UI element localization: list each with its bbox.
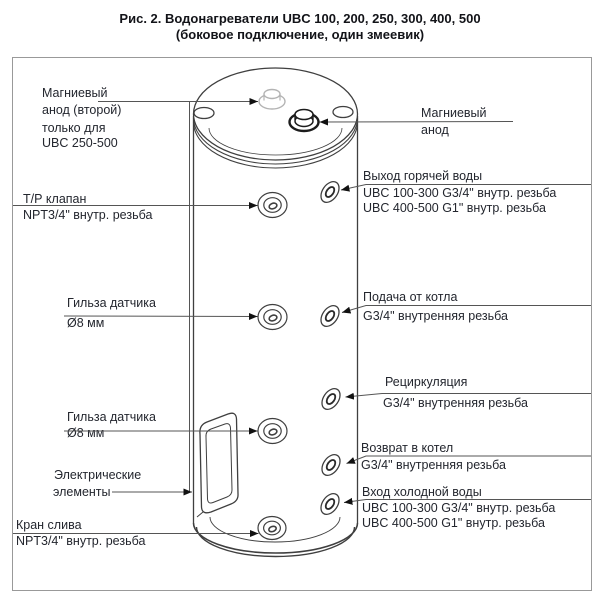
tank-body <box>194 68 358 557</box>
fitting-sensor-well-1 <box>258 305 287 330</box>
label-anode-second-line3: только для <box>42 121 106 135</box>
label-hot-water-outlet-line3: UBC 400-500 G1" внутр. резьба <box>363 201 546 215</box>
label-tp-valve-line1: Т/Р клапан <box>23 192 87 206</box>
label-anode-second-line2: анод (второй) <box>42 103 122 117</box>
fitting-tp-valve <box>258 193 287 218</box>
label-anode-second-line1: Магниевый <box>42 86 108 100</box>
label-anode-main-line1: Магниевый <box>421 106 487 120</box>
fitting-boiler-return <box>318 451 343 478</box>
top-boss-right <box>333 107 353 118</box>
label-sensor-well-1-line2: Ø8 мм <box>67 316 105 330</box>
top-boss-left <box>194 108 214 119</box>
label-boiler-supply-line2: G3/4" внутренняя резьба <box>363 309 508 323</box>
electric-elements-panel <box>197 413 238 517</box>
label-sensor-well-2-line1: Гильза датчика <box>67 410 156 424</box>
label-electric-elements-line2: элементы <box>53 485 111 499</box>
fitting-hot-water-outlet <box>317 178 342 205</box>
anode-second-port <box>259 90 285 110</box>
label-cold-water-inlet-line1: Вход холодной воды <box>362 485 482 499</box>
label-drain-valve-line1: Кран слива <box>16 518 82 532</box>
anode-main-port <box>290 110 319 132</box>
label-electric-elements-line1: Электрические <box>54 468 142 482</box>
figure-title-line2: (боковое подключение, один змеевик) <box>175 27 425 42</box>
fitting-cold-water-inlet <box>317 490 342 517</box>
figure-title <box>0 11 600 43</box>
leader-anode-main <box>320 122 514 123</box>
label-boiler-return-line2: G3/4" внутренняя резьба <box>361 458 506 472</box>
label-drain-valve-line2: NPT3/4" внутр. резьба <box>16 534 146 548</box>
label-anode-main-line2: анод <box>421 123 449 137</box>
fitting-drain <box>258 517 286 540</box>
label-sensor-well-1-line1: Гильза датчика <box>67 296 156 310</box>
label-recirculation-line1: Рециркуляция <box>385 375 468 389</box>
label-hot-water-outlet-line1: Выход горячей воды <box>363 169 483 183</box>
label-boiler-return-line1: Возврат в котел <box>361 441 454 455</box>
label-anode-second-line4: UBC 250-500 <box>42 136 118 150</box>
fitting-boiler-supply <box>317 302 342 329</box>
label-cold-water-inlet-line2: UBC 100-300 G3/4" внутр. резьба <box>362 501 556 515</box>
label-sensor-well-2-line2: Ø8 мм <box>67 426 105 440</box>
label-cold-water-inlet-line3: UBC 400-500 G1" внутр. резьба <box>362 516 545 530</box>
label-hot-water-outlet-line2: UBC 100-300 G3/4" внутр. резьба <box>363 186 557 200</box>
label-recirculation-line2: G3/4" внутренняя резьба <box>383 396 528 410</box>
fitting-sensor-well-2 <box>258 419 287 444</box>
figure-title-line1: Рис. 2. Водонагреватели UBC 100, 200, 250, 300, 400, 500 <box>119 11 481 26</box>
fitting-recirculation <box>318 385 343 412</box>
label-tp-valve-line2: NPT3/4" внутр. резьба <box>23 208 153 222</box>
label-boiler-supply-line1: Подача от котла <box>363 290 458 304</box>
